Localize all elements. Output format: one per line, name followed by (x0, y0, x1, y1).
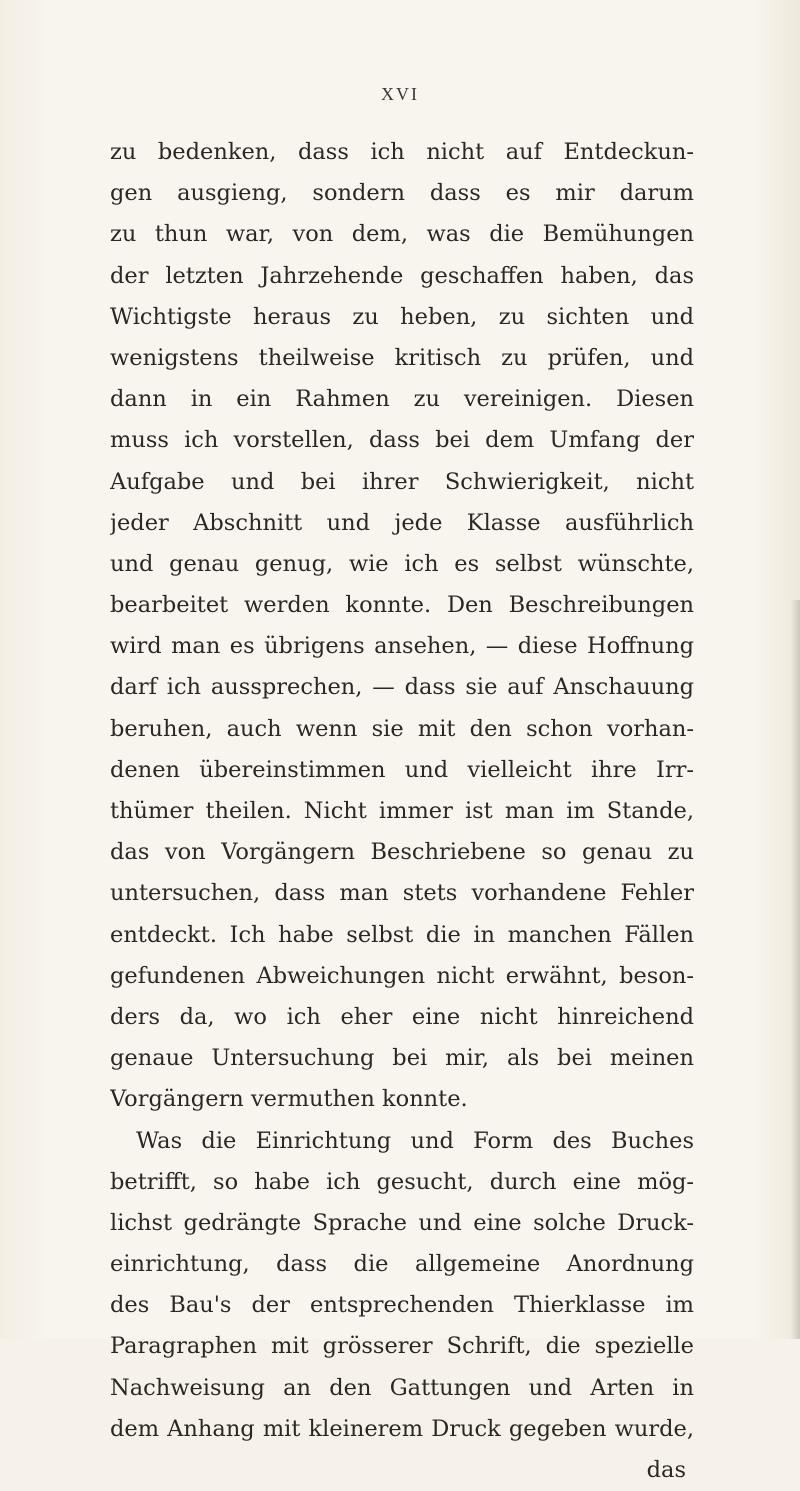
text-line: einrichtung, dass die allgemeine Anordnung (110, 1251, 694, 1278)
text-line: muss ich vorstellen, dass bei dem Umfang der (110, 427, 694, 454)
text-line: betrifft, so habe ich gesucht, durch eine mög- (110, 1168, 694, 1195)
text-line: dem Anhang mit kleinerem Druck gegeben wurde, (110, 1415, 694, 1442)
text-line: wenigstens theilweise kritisch zu prüfen, und (110, 344, 694, 371)
text-line: des Bau's der entsprechenden Thierklasse im (110, 1292, 694, 1319)
page-number: XVI (381, 84, 419, 104)
text-line: dann in ein Rahmen zu vereinigen. Diesen (110, 386, 694, 413)
text-line: jeder Abschnitt und jede Klasse ausführlich (110, 509, 694, 536)
text-line: ders da, wo ich eher eine nicht hinreichend (110, 1003, 694, 1030)
text-line: das von Vorgängern Beschriebene so genau zu (110, 839, 694, 866)
text-line: wird man es übrigens ansehen, — diese Hoffnung (110, 633, 694, 660)
text-line: thümer theilen. Nicht immer ist man im Stande, (110, 798, 694, 824)
text-line: Aufgabe und bei ihrer Schwierigkeit, nicht (110, 468, 694, 495)
text-line: zu thun war, von dem, was die Bemühungen (110, 221, 694, 248)
text-line: und genau genug, wie ich es selbst wünschte, (110, 550, 694, 577)
text-line: darf ich aussprechen, — dass sie auf Anschauung (110, 674, 694, 701)
catchword: das (646, 1457, 686, 1483)
text-line: Wichtigste heraus zu heben, zu sichten und (110, 303, 694, 330)
text-line: entdeckt. Ich habe selbst die in manchen Fällen (110, 921, 694, 948)
text-line: Nachweisung an den Gattungen und Arten in (110, 1374, 694, 1401)
text-line: lichst gedrängte Sprache und eine solche Druck- (110, 1209, 694, 1236)
text-line: zu bedenken, dass ich nicht auf Entdeckun- (110, 139, 694, 165)
text-line: der letzten Jahrzehende geschaffen haben, das (110, 262, 694, 289)
text-line: gefundenen Abweichungen nicht erwähnt, beson- (110, 962, 694, 989)
text-line: beruhen, auch wenn sie mit den schon vorhan- (110, 715, 694, 742)
text-line: gen ausgieng, sondern dass es mir darum (110, 180, 694, 207)
text-line: Paragraphen mit grösserer Schrift, die spezielle (110, 1333, 694, 1360)
page-edge-shadow (790, 600, 800, 1339)
text-line: genaue Untersuchung bei mir, als bei meinen (110, 1045, 694, 1072)
text-line: untersuchen, dass man stets vorhandene Fehler (110, 880, 694, 907)
text-line: denen übereinstimmen und vielleicht ihre Irr- (110, 756, 694, 783)
paragraph-end-line: Vorgängern vermuthen konnte. (110, 1086, 468, 1113)
body-text (110, 132, 694, 1491)
text-line: bearbeitet werden konnte. Den Beschreibungen (110, 592, 694, 619)
paragraph-start-line: Was die Einrichtung und Form des Buches (136, 1127, 694, 1154)
